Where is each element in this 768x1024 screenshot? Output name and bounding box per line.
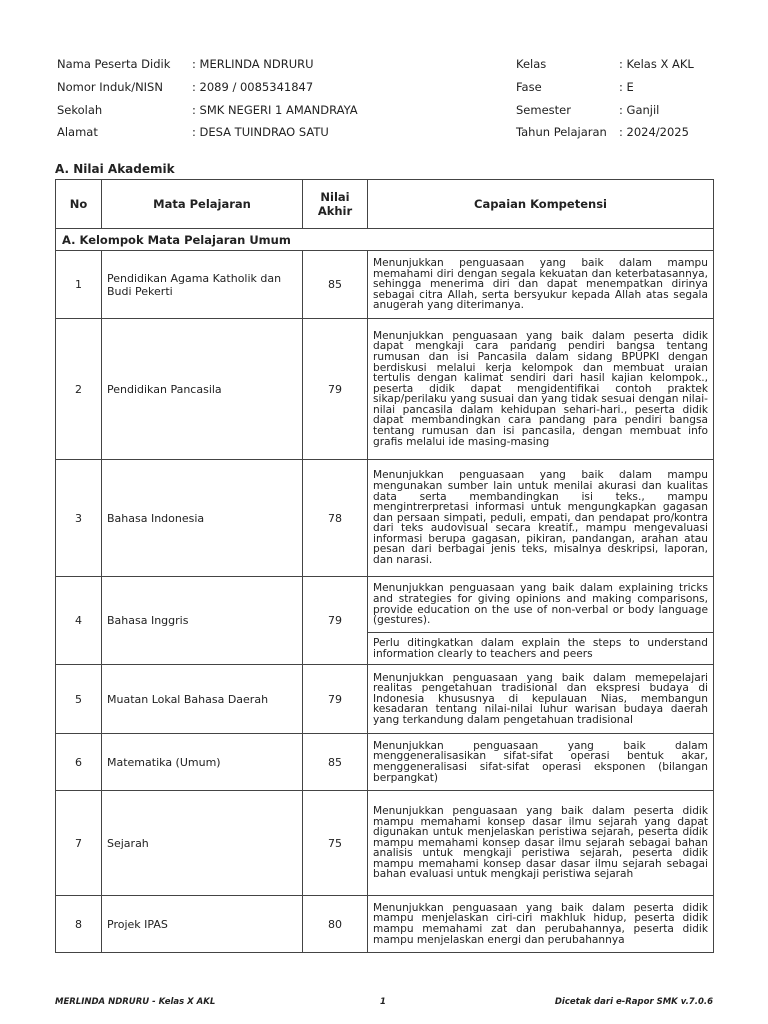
row-competency: Menunjukkan penguasaan yang baik dalam mampu mengunakan sumber lain untuk menilai akurasi dan kualitas data serta membandingkan isi teks., mampu mengintrerpretasi informasi untuk mengungkapkan gagasan dan persaan simpati, peduli, empati, dan pendapat pro/kontra dari teks audovisual secara kreatif., mampu mengevaluasi informasi berupa gagasan, pikiran, pandangan, arahan atau pesan dari berbagai jenis teks, misalnya deskripsi, laporan, dan narasi.	[368, 460, 714, 577]
footer-printed-by: Dicetak dari e-Rapor SMK v.7.0.6	[554, 997, 713, 1007]
row-subject: Muatan Lokal Bahasa Daerah	[102, 665, 303, 734]
footer-page-number: 1	[380, 997, 386, 1007]
row-competency: Menunjukkan penguasaan yang baik dalam mampu memahami diri dengan segala kekuatan dan keterbatasannya, sehingga menerima diri dan dapat menempatkan dirinya sebagai citra Allah, serta bersyukur kepada Allah atas segala anugerah yang diterimanya.	[368, 251, 714, 319]
row-competency: Menunjukkan penguasaan yang baik dalam peserta didik mampu memahami konsep dasar ilmu sejarah yang dapat digunakan untuk menjelaskan peristiwa sejarah, peserta didik mampu memahami konsep dasar ilmu sejarah sebagai bahan analisis untuk mengkaji peristiwa sejarah, peserta didik mampu memahami konsep dasar dasar ilmu sejarah sebagai bahan evaluasi untuk mengkaji peristiwa sejarah	[368, 791, 714, 896]
row-score: 79	[303, 319, 368, 460]
table-header-row	[56, 180, 714, 229]
row-subject: Matematika (Umum)	[102, 734, 303, 791]
header-no: No	[56, 180, 102, 229]
row-subject: Pendidikan Pancasila	[102, 319, 303, 460]
row-score: 79	[303, 665, 368, 734]
row-score: 80	[303, 896, 368, 953]
row-competency-improve: Perlu ditingkatkan dalam explain the steps to understand information clearly to teachers and peers	[368, 633, 714, 665]
row-no: 2	[56, 319, 102, 460]
header-subject: Mata Pelajaran	[102, 180, 303, 229]
row-subject: Projek IPAS	[102, 896, 303, 953]
grades-table	[55, 179, 714, 953]
row-score: 85	[303, 734, 368, 791]
row-score: 75	[303, 791, 368, 896]
row-no: 8	[56, 896, 102, 953]
row-subject: Sejarah	[102, 791, 303, 896]
table-row	[56, 665, 714, 734]
row-competency: Menunjukkan penguasaan yang baik dalam peserta didik dapat mengkaji cara pandang pendiri bangsa tentang rumusan dan isi Pancasila dalam sidang BPUPKI dengan berdiskusi melalui kerja kelompok dan membuat uraian tertulis dengan kalimat sendiri dari hasil kajian kelompok., peserta didik dapat mengidentifikai contoh praktek sikap/perilaku yang susuai dan yang tidak sesuai dengan nilai-nilai pancasila dalam kehidupan sehari-hari., peserta didik dapat membandingkan cara pandang para pendiri bangsa tentang rumusan dan isi pancasila, dengan membuat info grafis melalui ide masing-masing	[368, 319, 714, 460]
header-competency: Capaian Kompetensi	[368, 180, 714, 229]
row-competency: Menunjukkan penguasaan yang baik dalam memepelajari realitas pengetahuan tradisional dan ekspresi budaya di Indonesia khususnya di kepulauan Nias, membangun kesadaran tentang nilai-nilai luhur warisan budaya daerah yang terkandung dalam pengetahuan tradisional	[368, 665, 714, 734]
group-label: A. Kelompok Mata Pelajaran Umum	[56, 229, 714, 251]
row-no: 4	[56, 577, 102, 665]
footer-student: MERLINDA NDRURU - Kelas X AKL	[55, 997, 216, 1007]
table-row	[56, 251, 714, 319]
row-no: 5	[56, 665, 102, 734]
row-score: 85	[303, 251, 368, 319]
row-competency: Menunjukkan penguasaan yang baik dalam peserta didik mampu menjelaskan ciri-ciri makhluk hidup, peserta didik mampu memahami zat dan perubahannya, peserta didik mampu menjelaskan energi dan perubahannya	[368, 896, 714, 953]
table-row	[56, 791, 714, 896]
table-row	[56, 577, 714, 633]
row-subject: Bahasa Indonesia	[102, 460, 303, 577]
row-no: 1	[56, 251, 102, 319]
row-no: 7	[56, 791, 102, 896]
table-row	[56, 896, 714, 953]
table-row	[56, 734, 714, 791]
row-subject: Pendidikan Agama Katholik dan Budi Pekerti	[102, 251, 303, 319]
row-no: 3	[56, 460, 102, 577]
row-score: 79	[303, 577, 368, 665]
row-subject: Bahasa Inggris	[102, 577, 303, 665]
row-no: 6	[56, 734, 102, 791]
table-row	[56, 319, 714, 460]
row-competency: Menunjukkan penguasaan yang baik dalam explaining tricks and strategies for giving opinions and making comparisons, provide education on the use of non-verbal or body language (gestures).	[368, 577, 714, 633]
section-title: A. Nilai Akademik	[55, 162, 175, 176]
group-row	[56, 229, 714, 251]
table-row	[56, 460, 714, 577]
header-score: Nilai Akhir	[303, 180, 368, 229]
row-competency: Menunjukkan penguasaan yang baik dalam menggeneralisasikan sifat-sifat operasi bentuk akar, menggeneralisasi sifat-sifat operasi eksponen (bilangan berpangkat)	[368, 734, 714, 791]
row-score: 78	[303, 460, 368, 577]
